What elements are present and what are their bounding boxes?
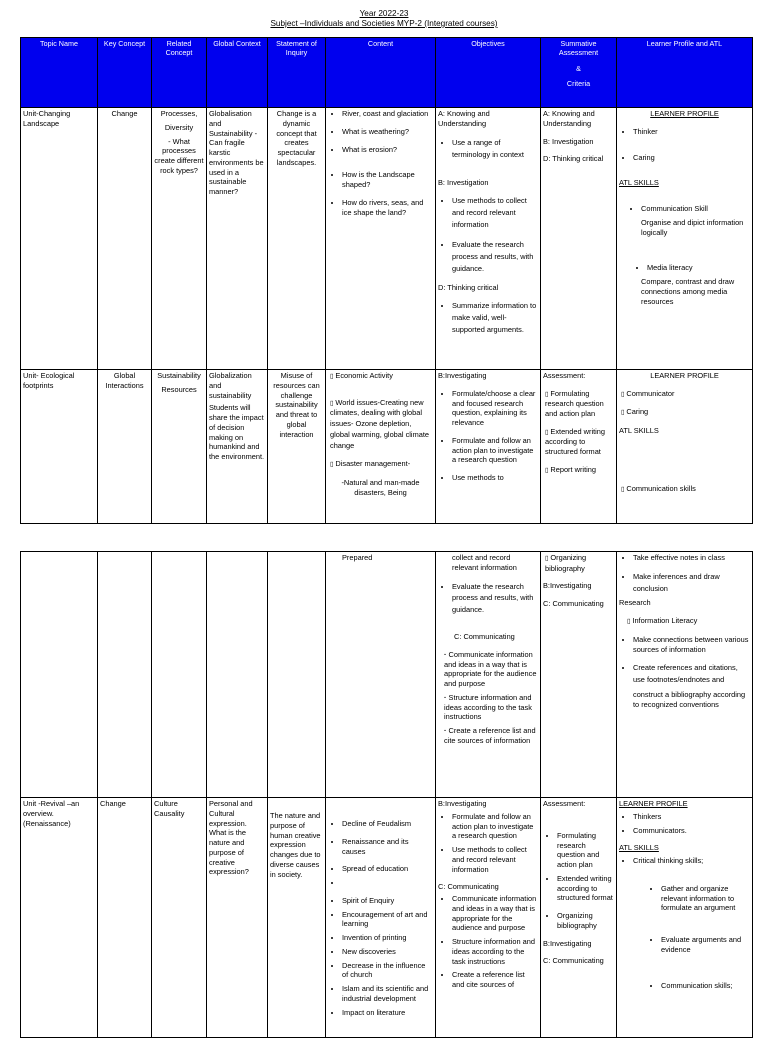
objectives: collect and record relevant information • Evaluate the research process and results, with guidance. C: Communicating · Communicate information and ideas in a way that is appropriate for the audience and purpose · Structure information and ideas according to the task instructions · Create a reference list and cite sources of information [436,552,541,798]
col-related-concept: Related Concept [152,38,207,108]
list-item: • Impact on literature [342,1008,433,1018]
col-global-context: Global Context [207,38,268,108]
statement-of-inquiry: Misuse of resources can challenge sustainability and threat to global interaction [268,370,326,524]
list-item: • New discoveries [342,947,433,957]
list-item: • Gather and organize relevant information to formulate an argument [661,884,750,913]
list-item: • Use a range of terminology in context [452,137,538,162]
list-item: • Organizing bibliography [557,911,614,931]
list-item: • How do rivers, seas, and ice shape the land? [342,198,433,218]
list-item: • Communication skills; [661,981,750,991]
statement-of-inquiry: Change is a dynamic concept that creates spectacular landscapes. [268,108,326,370]
statement-of-inquiry: The nature and purpose of human creative expression changes due to diverse causes in society. [268,798,326,1038]
subject-heading: Subject –Individuals and Societies MYP-2 (Integrated courses) [270,19,498,28]
global-context: Personal and Cultural expression. What is the nature and purpose of creative expression? [207,798,268,1038]
list-item: • How is the Landscape shaped? [342,170,433,190]
table-row-continuation [21,552,753,798]
list-item: • Use methods to collect and record relevant information [452,845,538,874]
list-item: ▯ World issues-Creating new climates, dealing with global issues- Ozone depletion, global warming, global climate change [330,398,433,452]
list-item: ▯ Communication skills [621,484,750,495]
summative-assessment: Assessment: ▯ Formulating research question and action plan ▯ Extended writing according to structured format ▯ Report writing [541,370,617,524]
related-concept: Processes, Diversity - What processes create different rock types? [152,108,207,370]
learner-profile-atl: • Take effective notes in class • Make inferences and draw conclusion Research ▯ Information Literacy • Make connections between various sources of information • Create references and citations, use footnotes/endnotes and construct a bibliography according to recognized conventions [617,552,753,798]
list-item: ▯ Economic Activity [330,371,433,382]
list-item [342,878,433,888]
objectives: B:Investigating • Formulate/choose a clear and focused research question, explaining its relevance • Formulate and follow an action plan to investigate a research question • Use methods to [436,370,541,524]
content: ▯ Economic Activity ▯ World issues-Creating new climates, dealing with global issues- Ozone depletion, global warming, global climate change ▯ Disaster management- -Natural and man-made disasters, Being [326,370,436,524]
content [326,798,436,1038]
list-item: • Make inferences and draw conclusion [633,571,750,595]
list-item: ▯ Organizing bibliography [545,553,614,573]
list-item: • Spread of education [342,864,433,874]
col-topic-name: Topic Name [21,38,98,108]
list-item: ▯ Caring [621,407,750,418]
list-item: • Extended writing according to structured format [557,874,614,903]
topic-name: Unit -Revival –an overview. (Renaissance) [21,798,98,1038]
curriculum-table-page-1 [20,37,753,524]
curriculum-table-page-2 [20,551,753,1038]
list-item: • Evaluate the research process and results, with guidance. [452,239,538,275]
list-item: • Use methods to collect and record relevant information [452,195,538,231]
list-item: • Media literacy [647,263,750,273]
list-item: • What is weathering? [342,127,433,137]
key-concept: Global Interactions [98,370,152,524]
list-item: · Communicate information and ideas in a way that is appropriate for the audience and purpose [444,650,538,689]
list-item: • Make connections between various sources of information [633,635,750,655]
list-item: ▯ Report writing [545,465,614,476]
list-item: ▯ Information Literacy [627,616,750,627]
col-learner-profile-atl: Learner Profile and ATL [617,38,753,108]
list-item: • Communicators. [633,826,750,836]
objectives: A: Knowing and Understanding • Use a range of terminology in context B: Investigation • Use methods to collect and record relevant information • Evaluate the research process and results, with guidance. D: Thinking critical • Summarize information to make valid, well-supported arguments. [436,108,541,370]
list-item: • Renaissance and its causes [342,837,433,857]
col-statement-of-inquiry: Statement of Inquiry [268,38,326,108]
summative-assessment: ▯ Organizing bibliography B:Investigating C: Communicating [541,552,617,798]
list-item: • Communication Skill [641,204,750,214]
list-item: • Thinkers [633,812,750,822]
list-item: • Decline of Feudalism [342,819,433,829]
list-item: • Spirit of Enquiry [342,896,433,906]
content: Prepared [326,552,436,798]
list-item: • Formulate and follow an action plan to investigate a research question [452,812,538,841]
content-list [328,109,433,217]
year-heading: Year 2022-23 [359,9,409,18]
list-item: · Create a reference list and cite sources of information [444,726,538,746]
list-item: • Evaluate the research process and results, with guidance. [452,581,538,617]
header-row [21,38,753,108]
col-summative-assessment: Summative Assessment & Criteria [541,38,617,108]
list-item: • Critical thinking skills; [633,856,750,866]
topic-name: Unit-Changing Landscape [21,108,98,370]
content [326,108,436,370]
list-item: • Use methods to [452,473,538,483]
key-concept: Change [98,798,152,1038]
list-item: • Create a reference list and cite sources of [452,970,538,990]
related-concept: Sustainability Resources [152,370,207,524]
col-content: Content [326,38,436,108]
list-item: • Summarize information to make valid, well-supported arguments. [452,300,538,336]
global-context: Globalization and sustainability Students will share the impact of decision making on humankind and the environment. [207,370,268,524]
related-concept: Culture Causality [152,798,207,1038]
list-item: ▯ Formulating research question and action plan [545,389,614,419]
topic-name: Unit- Ecological footprints [21,370,98,524]
list-item: ▯ Extended writing according to structured format [545,427,614,457]
list-item: • Thinker [633,127,750,137]
col-key-concept: Key Concept [98,38,152,108]
objectives: B:Investigating • Formulate and follow an action plan to investigate a research question • Use methods to collect and record relevant information C: Communicating • Communicate information and ideas in a way that is appropriate for the audience and purpose • Structure information and ideas according to the task instructions • Create a reference list and cite sources of [436,798,541,1038]
learner-profile-atl: LEARNER PROFILE • Thinkers • Communicators. ATL SKILLS • Critical thinking skills; • Gather and organize relevant information to formulate an argument • Evaluate arguments and evidence • Communication skills; [617,798,753,1038]
list-item: • Take effective notes in class [633,553,750,563]
list-item: • Formulating research question and action plan [557,831,614,870]
list-item: • Caring [633,153,750,163]
table-row-unit-revival [21,798,753,1038]
list-item: • Formulate and follow an action plan to investigate a research question [452,436,538,465]
summative-assessment: Assessment: • Formulating research question and action plan • Extended writing according to structured format • Organizing bibliography B:Investigating C: Communicating [541,798,617,1038]
list-item: ▯ Disaster management- [330,459,433,470]
list-item: • Structure information and ideas according to the task instructions [452,937,538,966]
list-item: • Create references and citations, use footnotes/endnotes and [633,662,750,686]
table-row-unit-changing-landscape [21,108,753,370]
list-item: • Evaluate arguments and evidence [661,935,750,955]
table-row-unit-ecological-footprints [21,370,753,524]
list-item: • What is erosion? [342,145,433,155]
key-concept: Change [98,108,152,370]
list-item: • Islam and its scientific and industrial development [342,984,433,1004]
list-item: • Encouragement of art and learning [342,910,433,930]
list-item: • Formulate/choose a clear and focused research question, explaining its relevance [452,389,538,428]
learner-profile-atl: LEARNER PROFILE • Thinker • Caring ATL SKILLS • Communication Skill Organise and dipict information logically • Media literacy Compare, contrast and draw connections among media resources [617,108,753,370]
learner-profile-atl: LEARNER PROFILE ▯ Communicator ▯ Caring ATL SKILLS ▯ Communication skills [617,370,753,524]
list-item: • Invention of printing [342,933,433,943]
list-item: • River, coast and glaciation [342,109,433,119]
col-objectives: Objectives [436,38,541,108]
list-item: • Communicate information and ideas in a way that is appropriate for the audience and purpose [452,894,538,933]
list-item: • Decrease in the influence of church [342,961,433,981]
list-item: ▯ Communicator [621,389,750,400]
summative-assessment: A: Knowing and Understanding B: Investigation D: Thinking critical [541,108,617,370]
global-context: Globalisation and Sustainability - Can fragile karstic environments be used in a sustainable manner? [207,108,268,370]
list-item: · Structure information and ideas according to the task instructions [444,693,538,722]
